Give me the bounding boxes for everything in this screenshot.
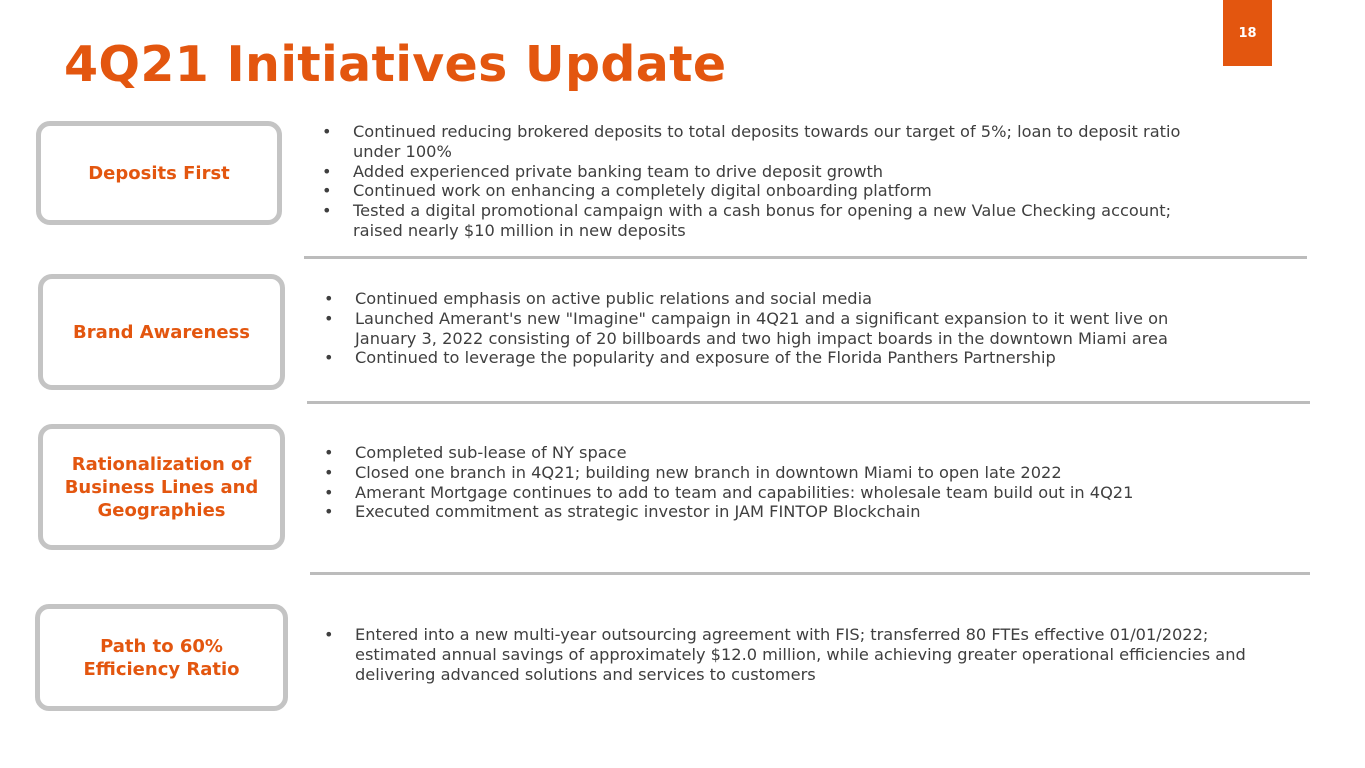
label-efficiency-ratio (35, 604, 288, 711)
divider (304, 256, 1307, 259)
bullet-item: • Closed one branch in 4Q21; building new branch in downtown Miami to open late 2022 (316, 463, 1316, 483)
bullets-brand-awareness (316, 289, 1316, 368)
bullet-item: • Entered into a new multi-year outsourcing agreement with FIS; transferred 80 FTEs effective 01/01/2022; estimated annual savings of approximately $12.0 million, while achieving greater operational efficiencies and delivering advanced solutions and services to customers (316, 625, 1326, 684)
label-deposits-first-text: Deposits First (88, 162, 230, 184)
bullet-item: • Continued to leverage the popularity and exposure of the Florida Panthers Partnership (316, 348, 1316, 368)
bullet-item: • Tested a digital promotional campaign with a cash bonus for opening a new Value Checking account; raised nearly $10 million in new deposits (314, 201, 1314, 241)
divider (310, 572, 1310, 575)
label-brand-awareness-text: Brand Awareness (73, 321, 250, 343)
slide-title: 4Q21 Initiatives Update (64, 36, 727, 93)
bullet-item: • Added experienced private banking team to drive deposit growth (314, 162, 1314, 182)
bullet-item: • Continued reducing brokered deposits to total deposits towards our target of 5%; loan to deposit ratio under 100% (314, 122, 1314, 162)
bullets-efficiency-ratio (316, 625, 1326, 684)
divider (307, 401, 1310, 404)
bullet-item: • Executed commitment as strategic investor in JAM FINTOP Blockchain (316, 502, 1316, 522)
bullets-rationalization (316, 443, 1316, 522)
bullet-item: • Continued work on enhancing a completely digital onboarding platform (314, 181, 1314, 201)
bullets-deposits-first (314, 122, 1314, 241)
page-number: 18 (1238, 25, 1257, 41)
page-number-badge (1223, 0, 1272, 66)
bullet-item: • Launched Amerant's new "Imagine" campaign in 4Q21 and a significant expansion to it went live on January 3, 2022 consisting of 20 billboards and two high impact boards in the downtown Miami area (316, 309, 1316, 349)
bullet-item: • Continued emphasis on active public relations and social media (316, 289, 1316, 309)
label-brand-awareness (38, 274, 285, 390)
bullet-item: • Amerant Mortgage continues to add to team and capabilities: wholesale team build out in 4Q21 (316, 483, 1316, 503)
bullet-item: • Completed sub-lease of NY space (316, 443, 1316, 463)
label-efficiency-ratio-text: Path to 60% Efficiency Ratio (83, 635, 240, 680)
label-deposits-first (36, 121, 282, 225)
label-rationalization-text: Rationalization of Business Lines and Geographies (64, 453, 259, 521)
label-rationalization (38, 424, 285, 550)
